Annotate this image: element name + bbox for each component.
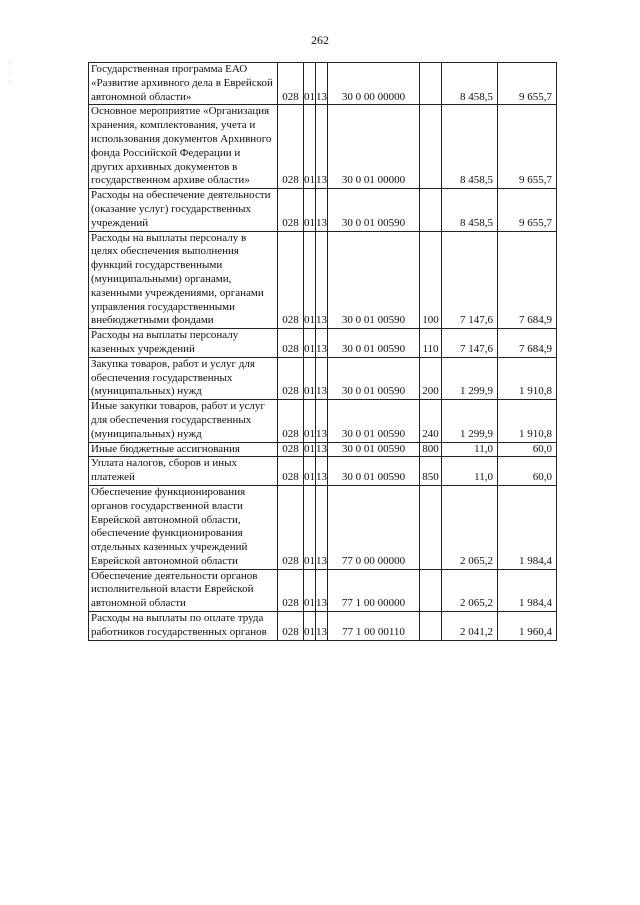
subsection-code-cell: 13 bbox=[316, 485, 328, 569]
table-row bbox=[89, 457, 557, 486]
amount-year1-cell: 2 065,2 bbox=[442, 569, 498, 611]
amount-year2-cell: 60,0 bbox=[498, 442, 557, 457]
section-code-cell: 01 bbox=[304, 329, 316, 358]
amount-year1-cell: 1 299,9 bbox=[442, 357, 498, 399]
admin-code-cell: 028 bbox=[278, 457, 304, 486]
target-article-cell: 30 0 01 00590 bbox=[328, 189, 420, 231]
subsection-code-cell: 13 bbox=[316, 400, 328, 442]
section-code-cell: 01 bbox=[304, 400, 316, 442]
table-row bbox=[89, 63, 557, 105]
amount-year1-cell: 8 458,5 bbox=[442, 189, 498, 231]
subsection-code-cell: 13 bbox=[316, 612, 328, 641]
row-name-cell: Обеспечение деятельности органов исполнительной власти Еврейской автономной области bbox=[89, 569, 278, 611]
admin-code-cell: 028 bbox=[278, 612, 304, 641]
admin-code-cell: 028 bbox=[278, 569, 304, 611]
target-article-cell: 30 0 01 00590 bbox=[328, 400, 420, 442]
section-code-cell: 01 bbox=[304, 442, 316, 457]
expense-type-cell: 200 bbox=[420, 357, 442, 399]
row-name-cell: Обеспечение функционирования органов государственной власти Еврейской автономной области, обеспечение функционирования отдельных казенных учреждений Еврейской автономной области bbox=[89, 485, 278, 569]
target-article-cell: 30 0 01 00590 bbox=[328, 357, 420, 399]
section-code-cell: 01 bbox=[304, 357, 316, 399]
expense-type-cell: 800 bbox=[420, 442, 442, 457]
expense-type-cell bbox=[420, 612, 442, 641]
admin-code-cell: 028 bbox=[278, 357, 304, 399]
amount-year1-cell: 7 147,6 bbox=[442, 329, 498, 358]
admin-code-cell: 028 bbox=[278, 442, 304, 457]
amount-year2-cell: 7 684,9 bbox=[498, 231, 557, 329]
row-name-cell: Уплата налогов, сборов и иных платежей bbox=[89, 457, 278, 486]
amount-year2-cell: 7 684,9 bbox=[498, 329, 557, 358]
amount-year2-cell: 9 655,7 bbox=[498, 63, 557, 105]
section-code-cell: 01 bbox=[304, 189, 316, 231]
table-row bbox=[89, 329, 557, 358]
expense-type-cell bbox=[420, 63, 442, 105]
row-name-cell: Закупка товаров, работ и услуг для обеспечения государственных (муниципальных) нужд bbox=[89, 357, 278, 399]
subsection-code-cell: 13 bbox=[316, 457, 328, 486]
margin-scan-mark: · · · bbox=[8, 58, 11, 87]
admin-code-cell: 028 bbox=[278, 231, 304, 329]
expense-type-cell: 100 bbox=[420, 231, 442, 329]
budget-table-body bbox=[89, 63, 557, 641]
amount-year2-cell: 1 910,8 bbox=[498, 357, 557, 399]
amount-year2-cell: 1 984,4 bbox=[498, 569, 557, 611]
section-code-cell: 01 bbox=[304, 569, 316, 611]
table-row bbox=[89, 357, 557, 399]
subsection-code-cell: 13 bbox=[316, 442, 328, 457]
amount-year1-cell: 1 299,9 bbox=[442, 400, 498, 442]
amount-year2-cell: 60,0 bbox=[498, 457, 557, 486]
target-article-cell: 30 0 01 00590 bbox=[328, 442, 420, 457]
row-name-cell: Основное мероприятие «Организация хранения, комплектования, учета и использования документов Архивного фонда Российской Федерации и других архивных документов в государственном архиве области» bbox=[89, 105, 278, 189]
target-article-cell: 30 0 01 00590 bbox=[328, 329, 420, 358]
row-name-cell: Государственная программа ЕАО «Развитие архивного дела в Еврейской автономной области» bbox=[89, 63, 278, 105]
expense-type-cell bbox=[420, 485, 442, 569]
admin-code-cell: 028 bbox=[278, 63, 304, 105]
expense-type-cell: 110 bbox=[420, 329, 442, 358]
admin-code-cell: 028 bbox=[278, 105, 304, 189]
table-row bbox=[89, 105, 557, 189]
expense-type-cell bbox=[420, 189, 442, 231]
expense-type-cell: 850 bbox=[420, 457, 442, 486]
admin-code-cell: 028 bbox=[278, 485, 304, 569]
row-name-cell: Иные закупки товаров, работ и услуг для обеспечения государственных (муниципальных) нужд bbox=[89, 400, 278, 442]
table-row bbox=[89, 231, 557, 329]
subsection-code-cell: 13 bbox=[316, 63, 328, 105]
target-article-cell: 30 0 01 00000 bbox=[328, 105, 420, 189]
amount-year2-cell: 9 655,7 bbox=[498, 189, 557, 231]
row-name-cell: Иные бюджетные ассигнования bbox=[89, 442, 278, 457]
table-row bbox=[89, 485, 557, 569]
subsection-code-cell: 13 bbox=[316, 231, 328, 329]
row-name-cell: Расходы на выплаты по оплате труда работников государственных органов bbox=[89, 612, 278, 641]
section-code-cell: 01 bbox=[304, 63, 316, 105]
row-name-cell: Расходы на выплаты персоналу казенных учреждений bbox=[89, 329, 278, 358]
amount-year2-cell: 1 960,4 bbox=[498, 612, 557, 641]
expense-type-cell bbox=[420, 569, 442, 611]
section-code-cell: 01 bbox=[304, 457, 316, 486]
subsection-code-cell: 13 bbox=[316, 189, 328, 231]
amount-year1-cell: 8 458,5 bbox=[442, 63, 498, 105]
expense-type-cell bbox=[420, 105, 442, 189]
amount-year1-cell: 2 065,2 bbox=[442, 485, 498, 569]
target-article-cell: 77 1 00 00110 bbox=[328, 612, 420, 641]
row-name-cell: Расходы на выплаты персоналу в целях обеспечения выполнения функций государственными (муниципальными) органами, казенными учреждениями, органами управления государственными внебюджетными фондами bbox=[89, 231, 278, 329]
target-article-cell: 77 0 00 00000 bbox=[328, 485, 420, 569]
table-row bbox=[89, 569, 557, 611]
amount-year2-cell: 1 984,4 bbox=[498, 485, 557, 569]
subsection-code-cell: 13 bbox=[316, 105, 328, 189]
table-row bbox=[89, 400, 557, 442]
table-row bbox=[89, 189, 557, 231]
amount-year2-cell: 1 910,8 bbox=[498, 400, 557, 442]
table-row bbox=[89, 612, 557, 641]
target-article-cell: 30 0 00 00000 bbox=[328, 63, 420, 105]
subsection-code-cell: 13 bbox=[316, 569, 328, 611]
amount-year1-cell: 8 458,5 bbox=[442, 105, 498, 189]
amount-year1-cell: 11,0 bbox=[442, 442, 498, 457]
amount-year1-cell: 2 041,2 bbox=[442, 612, 498, 641]
subsection-code-cell: 13 bbox=[316, 357, 328, 399]
amount-year2-cell: 9 655,7 bbox=[498, 105, 557, 189]
target-article-cell: 77 1 00 00000 bbox=[328, 569, 420, 611]
target-article-cell: 30 0 01 00590 bbox=[328, 457, 420, 486]
page-number: 262 bbox=[311, 33, 329, 47]
table-row bbox=[89, 442, 557, 457]
amount-year1-cell: 7 147,6 bbox=[442, 231, 498, 329]
expense-type-cell: 240 bbox=[420, 400, 442, 442]
subsection-code-cell: 13 bbox=[316, 329, 328, 358]
section-code-cell: 01 bbox=[304, 612, 316, 641]
admin-code-cell: 028 bbox=[278, 400, 304, 442]
section-code-cell: 01 bbox=[304, 105, 316, 189]
admin-code-cell: 028 bbox=[278, 189, 304, 231]
budget-table bbox=[88, 62, 557, 641]
target-article-cell: 30 0 01 00590 bbox=[328, 231, 420, 329]
amount-year1-cell: 11,0 bbox=[442, 457, 498, 486]
row-name-cell: Расходы на обеспечение деятельности (оказание услуг) государственных учреждений bbox=[89, 189, 278, 231]
admin-code-cell: 028 bbox=[278, 329, 304, 358]
section-code-cell: 01 bbox=[304, 231, 316, 329]
section-code-cell: 01 bbox=[304, 485, 316, 569]
